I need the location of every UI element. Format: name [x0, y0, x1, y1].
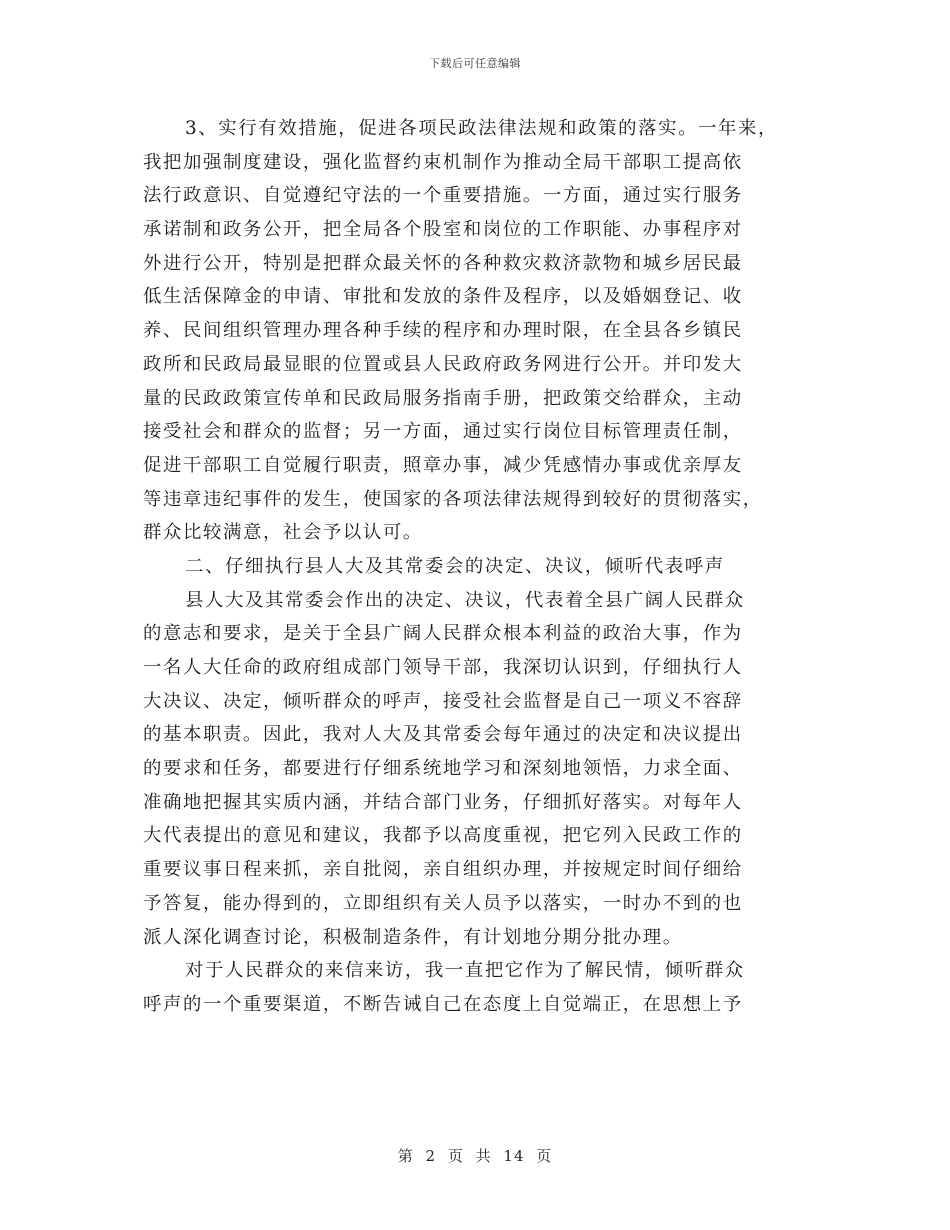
text-line: 大代表提出的意见和建议，我都予以高度重视，把它列入民政工作的: [143, 825, 743, 847]
text-line: 对于人民群众的来信来访，我一直把它作为了解民情，倾听群众: [185, 960, 745, 982]
page-footer: [0, 1145, 950, 1166]
text-line: 我把加强制度建设，强化监督约束机制作为推动全局干部职工提高依: [143, 151, 743, 173]
text-line: 低生活保障金的申请、审批和发放的条件及程序，以及婚姻登记、收: [143, 286, 743, 308]
text-line: 养、民间组织管理办理各种手续的程序和办理时限，在全县各乡镇民: [143, 320, 743, 342]
text-line: 促进干部职工自觉履行职责，照章办事，减少凭感情办事或优亲厚友: [143, 454, 743, 476]
text-line: 接受社会和群众的监督；另一方面，通过实行岗位目标管理责任制，: [143, 421, 743, 443]
text-line: 等违章违纪事件的发生，使国家的各项法律法规得到较好的贯彻落实，: [143, 488, 763, 510]
text-line: 大决议、决定，倾听群众的呼声，接受社会监督是自己一项义不容辞: [143, 690, 743, 712]
text-line: 承诺制和政务公开，把全局各个股室和岗位的工作职能、办事程序对: [143, 219, 743, 241]
text-line: 准确地把握其实质内涵，并结合部门业务，仔细抓好落实。对每年人: [143, 791, 743, 813]
footer-label-page-unit: 页: [447, 1147, 464, 1165]
document-body: [143, 112, 811, 1022]
text-line: 予答复，能办得到的，立即组织有关人员予以落实，一时办不到的也: [143, 892, 743, 914]
text-line: 重要议事日程来抓，亲自批阅，亲自组织办理，并按规定时间仔细给: [143, 859, 743, 881]
text-line: 一名人大任命的政府组成部门领导干部，我深切认识到，仔细执行人: [143, 657, 743, 678]
text-line: 外进行公开，特别是把群众最关怀的各种救灾救济款物和城乡居民最: [143, 252, 743, 274]
text-line: 县人大及其常委会作出的决定、决议，代表着全县广阔人民群众: [185, 589, 745, 611]
text-line: 的基本职责。因此，我对人大及其常委会每年通过的决定和决议提出: [143, 724, 743, 746]
footer-label-total-unit: 页: [536, 1147, 553, 1165]
text-line: 的要求和任务，都要进行仔细系统地学习和深刻地领悟，力求全面、: [143, 758, 743, 780]
footer-total-pages: 14: [503, 1147, 525, 1165]
text-line: 3、实行有效措施，促进各项民政法律法规和政策的落实。一年来，: [185, 118, 779, 139]
text-line: 派人深化调查讨论，积极制造条件，有计划地分期分批办理。: [143, 926, 683, 948]
footer-label-total: 共: [475, 1147, 492, 1165]
text-line: 呼声的一个重要渠道，不断告诫自己在态度上自觉端正，在思想上予: [143, 993, 743, 1015]
footer-label-page: 第: [397, 1147, 414, 1165]
footer-current-page: 2: [425, 1147, 437, 1165]
text-line: 的意志和要求，是关于全县广阔人民群众根本利益的政治大事，作为: [143, 623, 743, 645]
page-header: 下载后可任意编辑: [429, 57, 521, 70]
text-line: 群众比较满意，社会予以认可。: [143, 522, 423, 544]
text-line: 政所和民政局最显眼的位置或县人民政府政务网进行公开。并印发大: [143, 353, 743, 375]
text-line: 量的民政政策宣传单和民政局服务指南手册，把政策交给群众，主动: [143, 387, 743, 409]
text-line: 二、仔细执行县人大及其常委会的决定、决议，倾听代表呼声: [185, 555, 725, 577]
text-line: 法行政意识、自觉遵纪守法的一个重要措施。一方面，通过实行服务: [143, 185, 743, 207]
